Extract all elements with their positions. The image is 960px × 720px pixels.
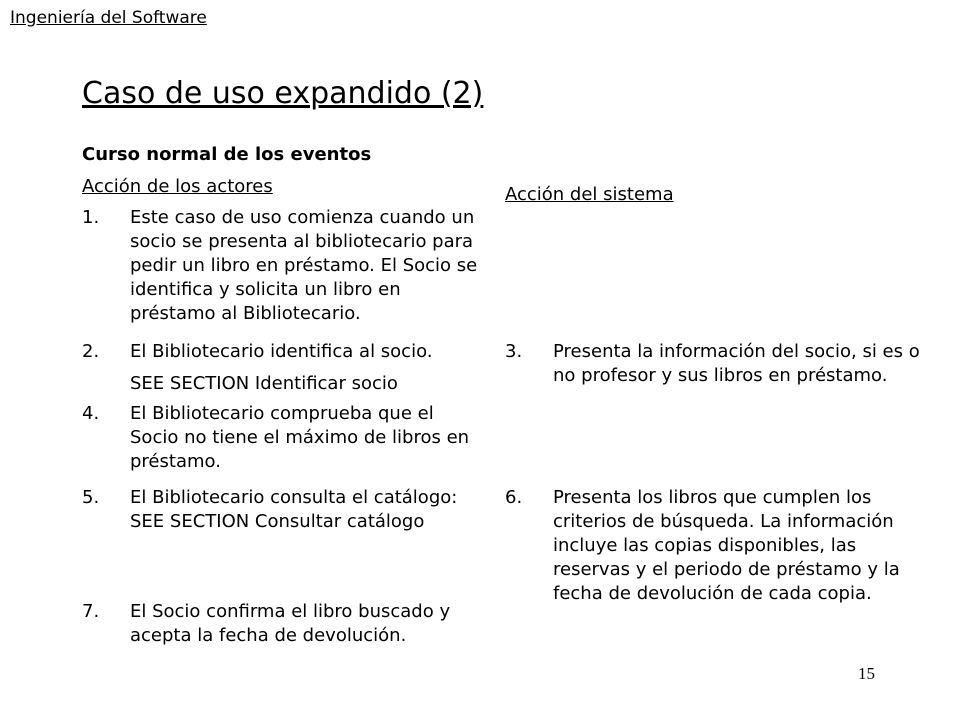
section-heading: Curso normal de los eventos (82, 144, 372, 165)
actor-step-5 (82, 486, 485, 534)
step-number: 4. (82, 403, 100, 424)
step-number: 5. (82, 487, 100, 508)
actor-step-7 (82, 600, 485, 648)
step-text: El Bibliotecario consulta el catálogo: SEE SECTION Consultar catálogo (130, 487, 458, 532)
page-number: 15 (858, 664, 875, 683)
actor-step-1 (82, 206, 485, 326)
step-text: Presenta la información del socio, si es o no profesor y sus libros en préstamo. (553, 341, 920, 386)
step-number: 2. (82, 341, 100, 362)
step-text: Presenta los libros que cumplen los criterios de búsqueda. La información incluye las copias disponibles, las reservas y el periodo de préstamo y la fecha de devolución de cada copia. (553, 487, 900, 604)
slide-title: Caso de uso expandido (2) (82, 76, 484, 111)
step-text: El Bibliotecario comprueba que el Socio no tiene el máximo de libros en préstamo. (130, 403, 470, 472)
step-number: 7. (82, 601, 100, 622)
step-text: Este caso de uso comienza cuando un socio se presenta al bibliotecario para pedir un libro en préstamo. El Socio se identifica y solicita un libro en préstamo al Bibliotecario. (130, 207, 478, 324)
actor-step-4 (82, 402, 485, 474)
step-number: 1. (82, 207, 100, 228)
course-header: Ingeniería del Software (10, 8, 207, 28)
system-column-heading: Acción del sistema (505, 184, 674, 205)
system-step-3 (505, 340, 933, 388)
system-step-6 (505, 486, 933, 606)
step-number: 6. (505, 487, 523, 508)
step-number: 3. (505, 341, 523, 362)
step-text: El Bibliotecario identifica al socio. (130, 341, 433, 362)
actor-step-2-reference: SEE SECTION Identificar socio (130, 373, 398, 394)
step-text: El Socio confirma el libro buscado y acepta la fecha de devolución. (130, 601, 451, 646)
actor-step-2 (82, 340, 485, 364)
actors-column-heading: Acción de los actores (82, 176, 273, 197)
